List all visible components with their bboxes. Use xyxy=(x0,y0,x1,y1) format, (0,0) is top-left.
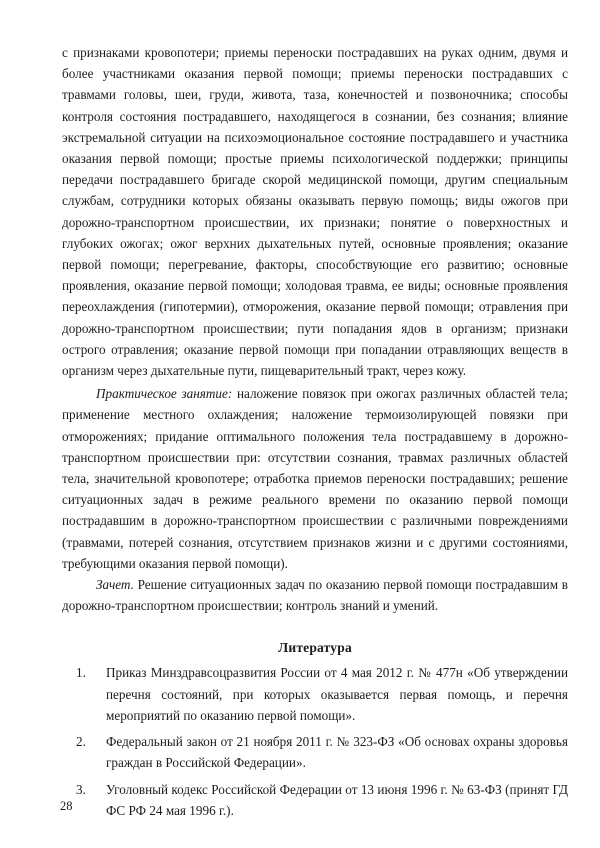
reference-text: Приказ Минздравсоцразвития России от 4 мая 2012 г. № 477н «Об утверждении перечня состояний, при которых оказывается первая помощь, и перечня мероприятий по оказанию первой помощи». xyxy=(106,665,568,723)
credit-lead: Зачет. xyxy=(96,577,134,593)
practical-lesson-paragraph xyxy=(62,383,568,574)
reference-number: 2. xyxy=(76,734,86,750)
reference-text: Федеральный закон от 21 ноября 2011 г. № 323-ФЗ «Об основах охраны здоровья граждан в Российской Федерации». xyxy=(106,734,568,771)
reference-number: 3. xyxy=(76,781,86,797)
references-list xyxy=(62,662,568,820)
reference-number: 1. xyxy=(76,665,86,681)
reference-item xyxy=(62,779,568,821)
continuation-paragraph: с признаками кровопотери; приемы переноски пострадавших на руках одним, двумя и более участниками оказания первой помощи; приемы переноски пострадавших с травмами головы, шеи, груди, живота, таза, конечностей и позвоночника; способы контроля состояния пострадавшего, находящегося в сознании, без сознания; влияние экстремальной ситуации на психоэмоциональное состояние пострадавшего и участника оказания первой помощи; простые приемы психологической поддержки; принципы передачи пострадавшего бригаде скорой медицинской помощи, другим специальным службам, сотрудники которых обязаны оказывать первую помощь; виды ожогов при дорожно-транспортном происшествии, их признаки; понятие о поверхностных и глубоких ожогах; ожог верхних дыхательных путей, основные проявления; оказание первой помощи; перегревание, факторы, способствующие его развитию; основные проявления, оказание первой помощи; холодовая травма, ее виды; основные проявления переохлаждения (гипотермии), отморожения, оказание первой помощи; отравления при дорожно-транспортном происшествии; пути попадания ядов в организм; признаки острого отравления; оказание первой помощи при попадании отравляющих веществ в организм через дыхательные пути, пищеварительный тракт, через кожу. xyxy=(62,45,568,379)
reference-item xyxy=(62,731,568,773)
credit-text: Решение ситуационных задач по оказанию первой помощи пострадавшим в дорожно-транспортном происшествии; контроль знаний и умений. xyxy=(62,577,568,614)
credit-paragraph xyxy=(62,574,568,616)
practical-lesson-lead: Практическое занятие: xyxy=(96,386,233,402)
reference-text: Уголовный кодекс Российской Федерации от 13 июня 1996 г. № 63-ФЗ (принят ГД ФС РФ 24 мая 1996 г.). xyxy=(106,781,568,818)
references-title: Литература xyxy=(278,640,352,656)
page-number: 28 xyxy=(60,799,73,813)
practical-lesson-text: наложение повязок при ожогах различных областей тела; применение местного охлаждения; наложение термоизолирующей повязки при отморожениях; придание оптимального положения тела пострадавшему в дорожно-транспортном происшествии при: отсутствии сознания, травмах различных областей тела, значительной кровопотере; отработка приемов переноски пострадавших; решение ситуационных задач в режиме реального времени по оказанию первой помощи пострадавшим в дорожно-транспортном происшествии с различными повреждениями (травмами, потерей сознания, отсутствием признаков жизни и с другими состояниями, требующими оказания первой помощи). xyxy=(62,386,568,571)
reference-item xyxy=(62,662,568,726)
